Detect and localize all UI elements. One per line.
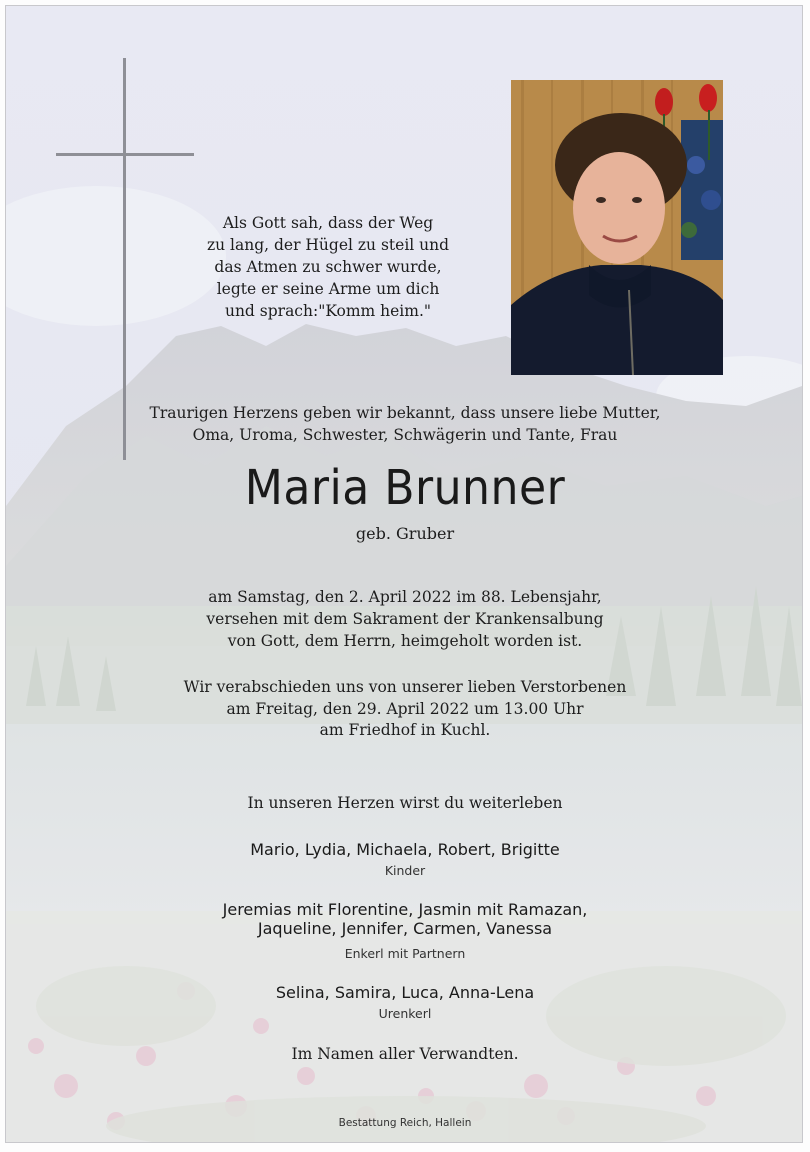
death-line: versehen mit dem Sakrament der Krankensalbung <box>206 610 604 628</box>
funeral-home-credit: Bestattung Reich, Hallein <box>338 1117 472 1129</box>
cross-icon-bar <box>56 153 194 156</box>
funeral-line: Wir verabschieden uns von unserer lieben Verstorbenen <box>183 678 627 696</box>
death-line: von Gott, dem Herrn, heimgeholt worden ist. <box>227 632 583 650</box>
closing-line: Im Namen aller Verwandten. <box>291 1045 519 1063</box>
family-group-great-grandchildren <box>0 983 810 1002</box>
family-group-children <box>0 840 810 859</box>
deceased-name: Maria Brunner <box>244 460 566 516</box>
quote-line: zu lang, der Hügel zu steil und <box>206 236 450 254</box>
family-relation: Kinder <box>384 863 426 878</box>
family-names: Jeremias mit Florentine, Jasmin mit Ramazan, <box>222 900 588 919</box>
family-names: Mario, Lydia, Michaela, Robert, Brigitte <box>250 840 560 859</box>
funeral-line: am Friedhof in Kuchl. <box>319 721 491 739</box>
memorial-quote <box>190 212 466 322</box>
announcement-line: Oma, Uroma, Schwester, Schwägerin und Tante, Frau <box>192 426 618 444</box>
family-group-grandchildren <box>0 900 810 938</box>
family-names: Jaqueline, Jennifer, Carmen, Vanessa <box>257 919 553 938</box>
family-relation: Enkerl mit Partnern <box>344 946 466 961</box>
quote-line: das Atmen zu schwer wurde, <box>214 258 442 276</box>
maiden-name: geb. Gruber <box>355 524 455 543</box>
death-details <box>0 586 810 652</box>
announcement-text <box>0 402 810 446</box>
cross-icon <box>123 58 126 460</box>
quote-line: Als Gott sah, dass der Weg <box>222 214 434 232</box>
quote-line: und sprach:"Komm heim." <box>224 302 432 320</box>
portrait-photo <box>511 80 723 375</box>
announcement-line: Traurigen Herzens geben wir bekannt, dass unsere liebe Mutter, <box>149 404 661 422</box>
family-names: Selina, Samira, Luca, Anna-Lena <box>275 983 535 1002</box>
memorial-motto: In unseren Herzen wirst du weiterleben <box>247 794 563 812</box>
family-relation: Urenkerl <box>378 1006 432 1021</box>
funeral-line: am Freitag, den 29. April 2022 um 13.00 Uhr <box>226 699 584 718</box>
death-line: am Samstag, den 2. April 2022 im 88. Lebensjahr, <box>208 588 602 606</box>
quote-line: legte er seine Arme um dich <box>216 280 440 298</box>
funeral-details <box>0 677 810 742</box>
